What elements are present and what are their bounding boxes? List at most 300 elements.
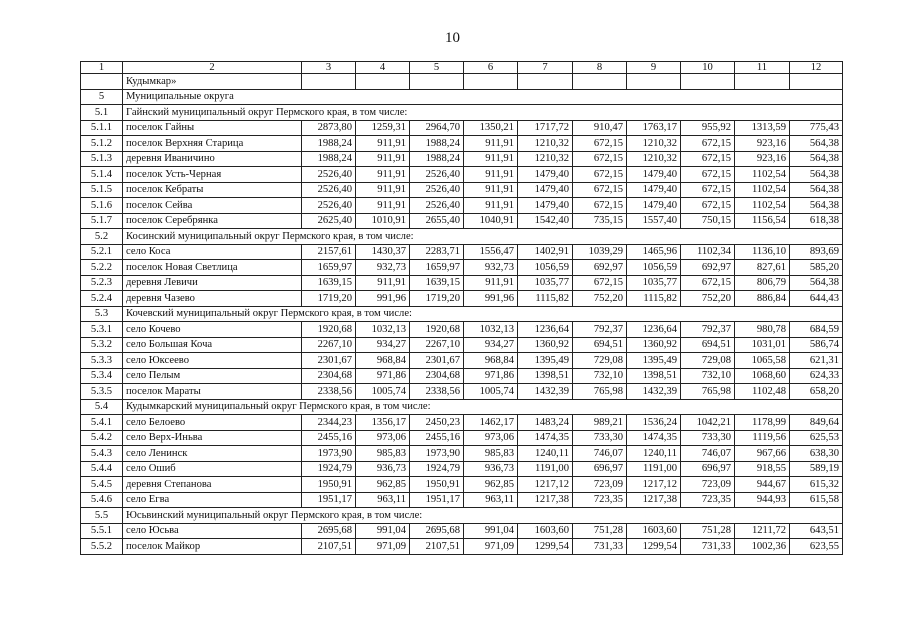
value-cell: 625,53 <box>790 430 843 446</box>
row-number: 5.1.6 <box>81 198 123 214</box>
value-cell: 944,67 <box>735 477 790 493</box>
section-row <box>81 399 843 415</box>
value-cell: 1988,24 <box>302 151 356 167</box>
value-cell: 911,91 <box>356 182 410 198</box>
locality-name: село Юксеево <box>123 353 302 369</box>
value-cell: 672,15 <box>573 136 627 152</box>
locality-name: село Ленинск <box>123 446 302 462</box>
value-cell: 1479,40 <box>518 182 573 198</box>
value-cell: 1210,32 <box>518 151 573 167</box>
row-number: 5.4.1 <box>81 415 123 431</box>
value-cell: 923,16 <box>735 151 790 167</box>
table-cell <box>518 74 573 90</box>
value-cell: 672,15 <box>681 151 735 167</box>
value-cell: 1102,34 <box>681 244 735 260</box>
value-cell: 1950,91 <box>410 477 464 493</box>
section-label: Гайнский муниципальный округ Пермского края, в том числе: <box>123 105 843 121</box>
locality-name: поселок Кебраты <box>123 182 302 198</box>
value-cell: 2526,40 <box>410 167 464 183</box>
value-cell: 1462,17 <box>464 415 518 431</box>
value-cell: 971,86 <box>356 368 410 384</box>
table-row <box>81 182 843 198</box>
value-cell: 750,15 <box>681 213 735 229</box>
value-cell: 672,15 <box>681 167 735 183</box>
column-number-row <box>81 62 843 74</box>
locality-name: поселок Новая Светлица <box>123 260 302 276</box>
value-cell: 672,15 <box>681 275 735 291</box>
row-number: 5.4.2 <box>81 430 123 446</box>
value-cell: 672,15 <box>573 198 627 214</box>
value-cell: 911,91 <box>356 167 410 183</box>
value-cell: 2301,67 <box>302 353 356 369</box>
value-cell: 723,35 <box>681 492 735 508</box>
table-row <box>81 260 843 276</box>
value-cell: 746,07 <box>681 446 735 462</box>
value-cell: 1479,40 <box>627 182 681 198</box>
value-cell: 1479,40 <box>627 198 681 214</box>
value-cell: 980,78 <box>735 322 790 338</box>
column-number-6: 6 <box>464 62 518 74</box>
locality-name: поселок Серебрянка <box>123 213 302 229</box>
value-cell: 589,19 <box>790 461 843 477</box>
value-cell: 1356,17 <box>356 415 410 431</box>
value-cell: 1398,51 <box>518 368 573 384</box>
value-cell: 1659,97 <box>302 260 356 276</box>
locality-name: село Большая Коча <box>123 337 302 353</box>
table-row <box>81 213 843 229</box>
table-row <box>81 275 843 291</box>
value-cell: 2695,68 <box>302 523 356 539</box>
value-cell: 1479,40 <box>518 167 573 183</box>
row-number: 5.5.2 <box>81 539 123 555</box>
column-number-2: 2 <box>123 62 302 74</box>
value-cell: 893,69 <box>790 244 843 260</box>
value-cell: 991,96 <box>356 291 410 307</box>
row-number: 5.2.3 <box>81 275 123 291</box>
value-cell: 672,15 <box>681 198 735 214</box>
value-cell: 1973,90 <box>410 446 464 462</box>
table-row <box>81 430 843 446</box>
value-cell: 672,15 <box>681 182 735 198</box>
value-cell: 564,38 <box>790 167 843 183</box>
row-number: 5.1.2 <box>81 136 123 152</box>
value-cell: 2873,80 <box>302 120 356 136</box>
value-cell: 849,64 <box>790 415 843 431</box>
value-cell: 1035,77 <box>518 275 573 291</box>
locality-name: село Егва <box>123 492 302 508</box>
locality-name: поселок Усть-Черная <box>123 167 302 183</box>
value-cell: 1115,82 <box>627 291 681 307</box>
locality-name: село Кочево <box>123 322 302 338</box>
value-cell: 1474,35 <box>518 430 573 446</box>
row-number: 5.3.3 <box>81 353 123 369</box>
value-cell: 971,09 <box>464 539 518 555</box>
value-cell: 985,83 <box>356 446 410 462</box>
section-number: 5 <box>81 89 123 105</box>
value-cell: 971,09 <box>356 539 410 555</box>
value-cell: 910,47 <box>573 120 627 136</box>
value-cell: 1005,74 <box>464 384 518 400</box>
locality-name: село Юсьва <box>123 523 302 539</box>
table-row <box>81 291 843 307</box>
value-cell: 723,09 <box>573 477 627 493</box>
value-cell: 638,30 <box>790 446 843 462</box>
value-cell: 932,73 <box>356 260 410 276</box>
value-cell: 934,27 <box>464 337 518 353</box>
table-row <box>81 322 843 338</box>
value-cell: 2964,70 <box>410 120 464 136</box>
value-cell: 1465,96 <box>627 244 681 260</box>
table-row <box>81 244 843 260</box>
table-row <box>81 368 843 384</box>
section-number: 5.4 <box>81 399 123 415</box>
value-cell: 827,61 <box>735 260 790 276</box>
value-cell: 1299,54 <box>627 539 681 555</box>
section-row <box>81 105 843 121</box>
value-cell: 1763,17 <box>627 120 681 136</box>
section-number: 5.2 <box>81 229 123 245</box>
table-row <box>81 492 843 508</box>
value-cell: 944,93 <box>735 492 790 508</box>
value-cell: 1178,99 <box>735 415 790 431</box>
value-cell: 733,30 <box>573 430 627 446</box>
value-cell: 1115,82 <box>518 291 573 307</box>
locality-name: деревня Чазево <box>123 291 302 307</box>
value-cell: 2304,68 <box>302 368 356 384</box>
table-row <box>81 120 843 136</box>
value-cell: 2338,56 <box>302 384 356 400</box>
value-cell: 752,20 <box>681 291 735 307</box>
value-cell: 564,38 <box>790 182 843 198</box>
value-cell: 1556,47 <box>464 244 518 260</box>
value-cell: 623,55 <box>790 539 843 555</box>
tariff-table <box>80 61 843 555</box>
value-cell: 1040,91 <box>464 213 518 229</box>
table-cell <box>464 74 518 90</box>
value-cell: 723,35 <box>573 492 627 508</box>
value-cell: 1395,49 <box>518 353 573 369</box>
value-cell: 991,96 <box>464 291 518 307</box>
locality-name: село Белоево <box>123 415 302 431</box>
value-cell: 1217,38 <box>518 492 573 508</box>
value-cell: 751,28 <box>573 523 627 539</box>
section-label: Юсьвинский муниципальный округ Пермского края, в том числе: <box>123 508 843 524</box>
value-cell: 936,73 <box>356 461 410 477</box>
section-label: Кочевский муниципальный округ Пермского края, в том числе: <box>123 306 843 322</box>
value-cell: 1951,17 <box>302 492 356 508</box>
value-cell: 1603,60 <box>627 523 681 539</box>
value-cell: 696,97 <box>681 461 735 477</box>
value-cell: 962,85 <box>356 477 410 493</box>
table-cell <box>81 74 123 90</box>
value-cell: 1536,24 <box>627 415 681 431</box>
value-cell: 1950,91 <box>302 477 356 493</box>
value-cell: 1031,01 <box>735 337 790 353</box>
value-cell: 732,10 <box>573 368 627 384</box>
value-cell: 1924,79 <box>410 461 464 477</box>
value-cell: 2344,23 <box>302 415 356 431</box>
row-number: 5.4.6 <box>81 492 123 508</box>
table-row <box>81 523 843 539</box>
value-cell: 973,06 <box>464 430 518 446</box>
value-cell: 692,97 <box>681 260 735 276</box>
value-cell: 2450,23 <box>410 415 464 431</box>
value-cell: 1068,60 <box>735 368 790 384</box>
table-row <box>81 198 843 214</box>
section-number: 5.1 <box>81 105 123 121</box>
value-cell: 911,91 <box>464 182 518 198</box>
value-cell: 696,97 <box>573 461 627 477</box>
value-cell: 991,04 <box>464 523 518 539</box>
value-cell: 968,84 <box>356 353 410 369</box>
value-cell: 1210,32 <box>627 136 681 152</box>
locality-name: деревня Степанова <box>123 477 302 493</box>
value-cell: 934,27 <box>356 337 410 353</box>
value-cell: 911,91 <box>356 136 410 152</box>
value-cell: 1240,11 <box>627 446 681 462</box>
value-cell: 1136,10 <box>735 244 790 260</box>
value-cell: 973,06 <box>356 430 410 446</box>
value-cell: 911,91 <box>464 167 518 183</box>
value-cell: 621,31 <box>790 353 843 369</box>
table-row <box>81 384 843 400</box>
value-cell: 918,55 <box>735 461 790 477</box>
value-cell: 1988,24 <box>410 151 464 167</box>
section-row <box>81 229 843 245</box>
value-cell: 2625,40 <box>302 213 356 229</box>
locality-name: поселок Гайны <box>123 120 302 136</box>
continuation-row <box>81 74 843 90</box>
value-cell: 2526,40 <box>302 182 356 198</box>
value-cell: 1479,40 <box>627 167 681 183</box>
column-number-7: 7 <box>518 62 573 74</box>
table-row <box>81 477 843 493</box>
value-cell: 2455,16 <box>302 430 356 446</box>
value-cell: 989,21 <box>573 415 627 431</box>
table-row <box>81 337 843 353</box>
value-cell: 1313,59 <box>735 120 790 136</box>
value-cell: 732,10 <box>681 368 735 384</box>
column-number-11: 11 <box>735 62 790 74</box>
value-cell: 911,91 <box>356 275 410 291</box>
value-cell: 1432,39 <box>627 384 681 400</box>
locality-name: село Коса <box>123 244 302 260</box>
table-cell <box>681 74 735 90</box>
section-row <box>81 89 843 105</box>
row-number: 5.3.2 <box>81 337 123 353</box>
value-cell: 911,91 <box>464 151 518 167</box>
value-cell: 1065,58 <box>735 353 790 369</box>
value-cell: 1102,54 <box>735 198 790 214</box>
value-cell: 1035,77 <box>627 275 681 291</box>
value-cell: 1259,31 <box>356 120 410 136</box>
value-cell: 615,58 <box>790 492 843 508</box>
value-cell: 936,73 <box>464 461 518 477</box>
column-number-9: 9 <box>627 62 681 74</box>
locality-name: поселок Майкор <box>123 539 302 555</box>
value-cell: 615,32 <box>790 477 843 493</box>
value-cell: 672,15 <box>573 151 627 167</box>
column-number-10: 10 <box>681 62 735 74</box>
value-cell: 564,38 <box>790 198 843 214</box>
value-cell: 1603,60 <box>518 523 573 539</box>
value-cell: 967,66 <box>735 446 790 462</box>
value-cell: 2301,67 <box>410 353 464 369</box>
value-cell: 1236,64 <box>627 322 681 338</box>
value-cell: 1350,21 <box>464 120 518 136</box>
value-cell: 672,15 <box>573 167 627 183</box>
table-row <box>81 415 843 431</box>
value-cell: 1557,40 <box>627 213 681 229</box>
value-cell: 1217,12 <box>627 477 681 493</box>
value-cell: 672,15 <box>573 182 627 198</box>
row-number: 5.2.1 <box>81 244 123 260</box>
section-label: Муниципальные округа <box>123 89 843 105</box>
value-cell: 1156,54 <box>735 213 790 229</box>
row-number: 5.4.5 <box>81 477 123 493</box>
value-cell: 1639,15 <box>410 275 464 291</box>
value-cell: 1717,72 <box>518 120 573 136</box>
value-cell: 746,07 <box>573 446 627 462</box>
row-number: 5.1.1 <box>81 120 123 136</box>
value-cell: 1719,20 <box>410 291 464 307</box>
value-cell: 2107,51 <box>410 539 464 555</box>
value-cell: 735,15 <box>573 213 627 229</box>
value-cell: 751,28 <box>681 523 735 539</box>
value-cell: 2267,10 <box>410 337 464 353</box>
value-cell: 1056,59 <box>518 260 573 276</box>
value-cell: 694,51 <box>681 337 735 353</box>
value-cell: 2526,40 <box>410 198 464 214</box>
value-cell: 765,98 <box>681 384 735 400</box>
value-cell: 1951,17 <box>410 492 464 508</box>
table-cell <box>302 74 356 90</box>
row-number: 5.2.4 <box>81 291 123 307</box>
value-cell: 2157,61 <box>302 244 356 260</box>
value-cell: 1360,92 <box>518 337 573 353</box>
section-number: 5.5 <box>81 508 123 524</box>
value-cell: 1360,92 <box>627 337 681 353</box>
value-cell: 729,08 <box>573 353 627 369</box>
value-cell: 643,51 <box>790 523 843 539</box>
row-number: 5.4.4 <box>81 461 123 477</box>
row-number: 5.1.5 <box>81 182 123 198</box>
value-cell: 1217,12 <box>518 477 573 493</box>
locality-name: поселок Сейва <box>123 198 302 214</box>
column-number-5: 5 <box>410 62 464 74</box>
table-cell <box>410 74 464 90</box>
table-row <box>81 539 843 555</box>
value-cell: 1240,11 <box>518 446 573 462</box>
value-cell: 963,11 <box>464 492 518 508</box>
value-cell: 1924,79 <box>302 461 356 477</box>
value-cell: 731,33 <box>573 539 627 555</box>
section-row <box>81 306 843 322</box>
value-cell: 1211,72 <box>735 523 790 539</box>
row-number: 5.3.1 <box>81 322 123 338</box>
value-cell: 564,38 <box>790 151 843 167</box>
section-number: 5.3 <box>81 306 123 322</box>
value-cell: 792,37 <box>573 322 627 338</box>
value-cell: 684,59 <box>790 322 843 338</box>
row-number: 5.5.1 <box>81 523 123 539</box>
value-cell: 971,86 <box>464 368 518 384</box>
value-cell: 2526,40 <box>302 167 356 183</box>
locality-name: село Ошиб <box>123 461 302 477</box>
table-row <box>81 151 843 167</box>
value-cell: 1210,32 <box>627 151 681 167</box>
value-cell: 2283,71 <box>410 244 464 260</box>
value-cell: 1719,20 <box>302 291 356 307</box>
value-cell: 672,15 <box>573 275 627 291</box>
value-cell: 564,38 <box>790 136 843 152</box>
value-cell: 2267,10 <box>302 337 356 353</box>
value-cell: 1398,51 <box>627 368 681 384</box>
value-cell: 991,04 <box>356 523 410 539</box>
value-cell: 1432,39 <box>518 384 573 400</box>
section-row <box>81 508 843 524</box>
value-cell: 658,20 <box>790 384 843 400</box>
locality-name: поселок Мараты <box>123 384 302 400</box>
table-row <box>81 136 843 152</box>
value-cell: 932,73 <box>464 260 518 276</box>
value-cell: 2695,68 <box>410 523 464 539</box>
value-cell: 1402,91 <box>518 244 573 260</box>
value-cell: 1474,35 <box>627 430 681 446</box>
value-cell: 1236,64 <box>518 322 573 338</box>
value-cell: 955,92 <box>681 120 735 136</box>
value-cell: 911,91 <box>464 275 518 291</box>
value-cell: 765,98 <box>573 384 627 400</box>
value-cell: 2304,68 <box>410 368 464 384</box>
value-cell: 1102,54 <box>735 167 790 183</box>
table-row <box>81 461 843 477</box>
value-cell: 2338,56 <box>410 384 464 400</box>
row-number: 5.1.3 <box>81 151 123 167</box>
row-number: 5.2.2 <box>81 260 123 276</box>
value-cell: 963,11 <box>356 492 410 508</box>
table-row <box>81 167 843 183</box>
column-number-4: 4 <box>356 62 410 74</box>
value-cell: 1039,29 <box>573 244 627 260</box>
value-cell: 1395,49 <box>627 353 681 369</box>
value-cell: 1988,24 <box>410 136 464 152</box>
value-cell: 775,43 <box>790 120 843 136</box>
column-number-1: 1 <box>81 62 123 74</box>
value-cell: 723,09 <box>681 477 735 493</box>
value-cell: 672,15 <box>681 136 735 152</box>
value-cell: 911,91 <box>356 198 410 214</box>
value-cell: 1659,97 <box>410 260 464 276</box>
value-cell: 1002,36 <box>735 539 790 555</box>
value-cell: 644,43 <box>790 291 843 307</box>
value-cell: 1973,90 <box>302 446 356 462</box>
value-cell: 1005,74 <box>356 384 410 400</box>
value-cell: 564,38 <box>790 275 843 291</box>
value-cell: 1042,21 <box>681 415 735 431</box>
value-cell: 792,37 <box>681 322 735 338</box>
value-cell: 1102,54 <box>735 182 790 198</box>
value-cell: 1210,32 <box>518 136 573 152</box>
table-cell <box>356 74 410 90</box>
value-cell: 2526,40 <box>410 182 464 198</box>
table-cell <box>573 74 627 90</box>
locality-name: поселок Верхняя Старица <box>123 136 302 152</box>
row-number: 5.4.3 <box>81 446 123 462</box>
continuation-cell: Кудымкар» <box>123 74 302 90</box>
value-cell: 586,74 <box>790 337 843 353</box>
table-row <box>81 353 843 369</box>
